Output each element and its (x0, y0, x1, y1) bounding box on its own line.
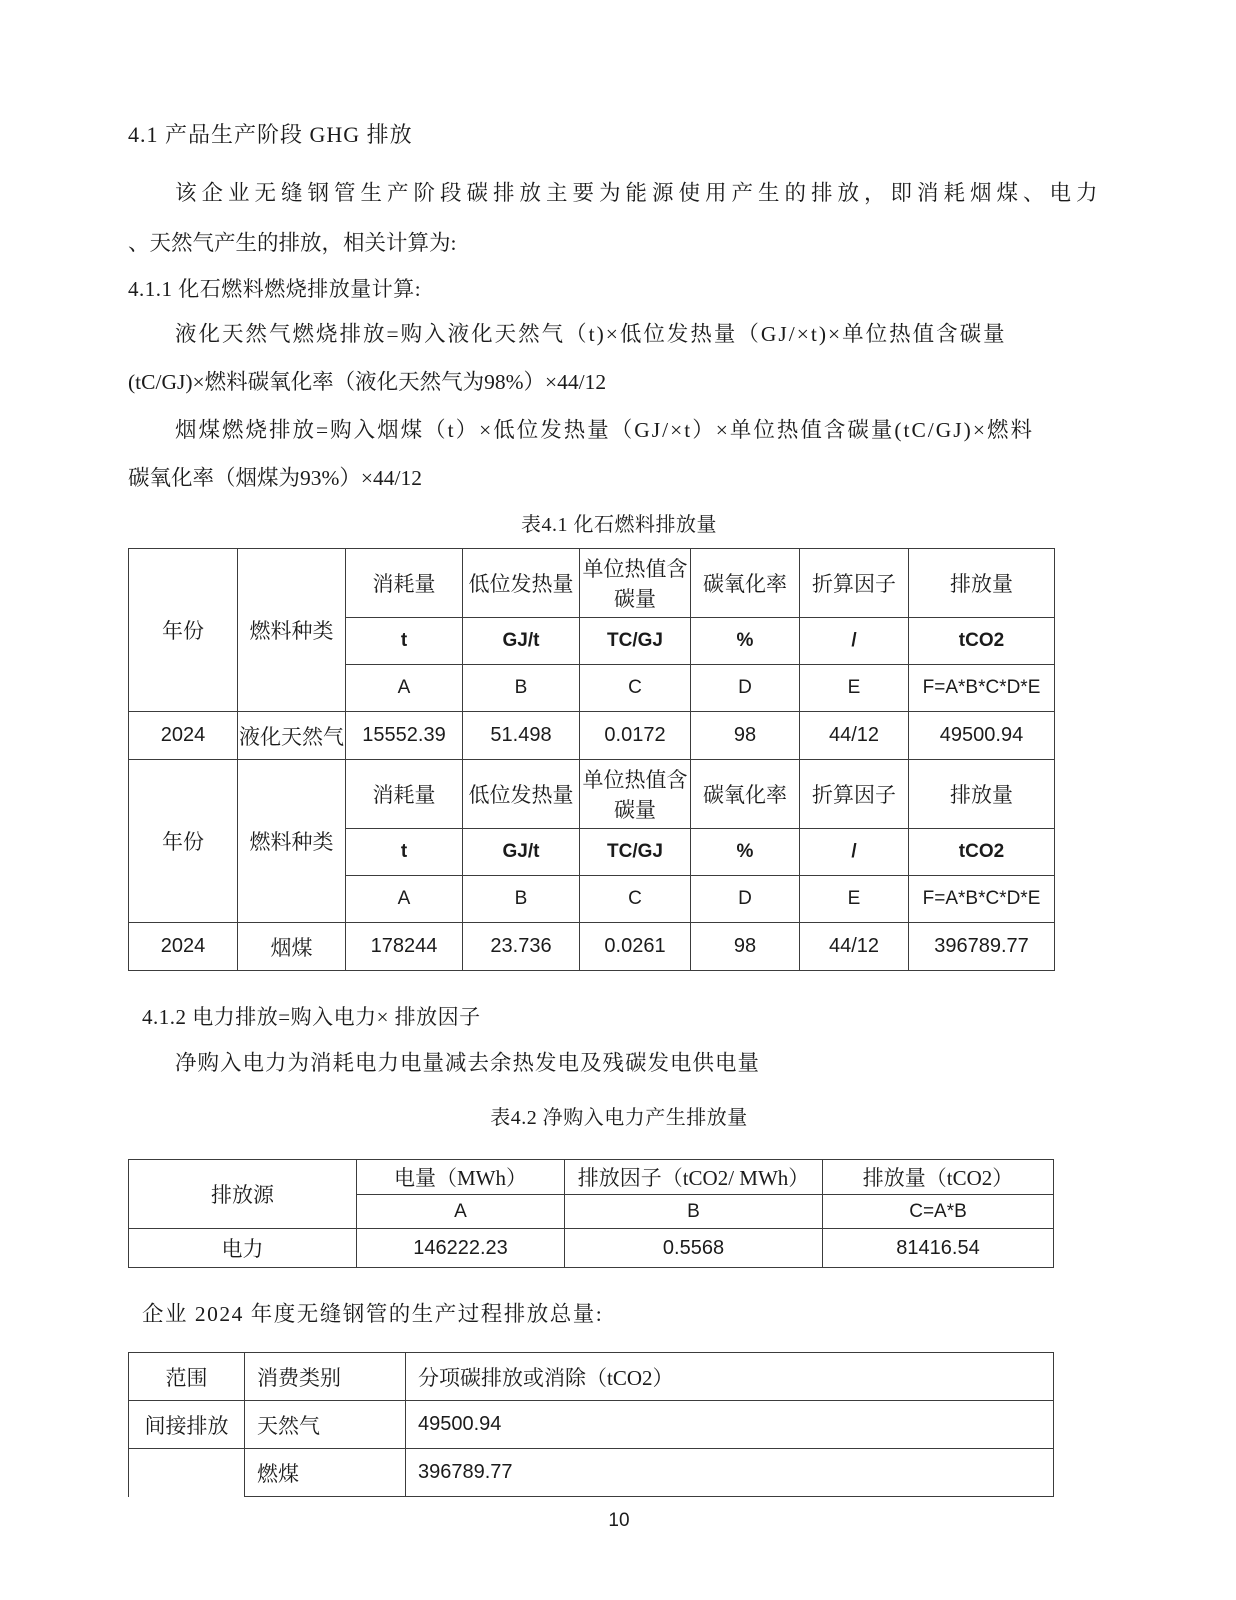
value-cell-factor: 44/12 (800, 923, 909, 971)
unit-cell: tCO2 (909, 829, 1055, 876)
header-cell-emissions: 排放量 (909, 760, 1055, 829)
unit-cell: GJ/t (463, 618, 580, 665)
unit-cell: tCO2 (909, 618, 1055, 665)
electricity-emissions-table (128, 1159, 1054, 1268)
letter-cell: A (346, 876, 463, 923)
letter-cell: E (800, 665, 909, 712)
year-label-cell: 年份 (129, 549, 238, 712)
category-cell: 燃煤 (245, 1449, 406, 1497)
value-cell-electricity: 146222.23 (357, 1229, 565, 1268)
unit-cell: GJ/t (463, 829, 580, 876)
year-cell: 2024 (129, 923, 238, 971)
header-cell-factor: 折算因子 (800, 760, 909, 829)
header-cell-oxidation-rate: 碳氧化率 (691, 760, 800, 829)
emission-source-label-cell: 排放源 (129, 1160, 357, 1229)
header-cell-consumption: 消耗量 (346, 549, 463, 618)
header-cell-carbon-content: 单位热值含碳量 (580, 549, 691, 618)
page-number: 10 (608, 1510, 630, 1531)
value-cell-carbon-content: 0.0261 (580, 923, 691, 971)
letter-cell: B (463, 665, 580, 712)
summary-emissions-table (128, 1352, 1054, 1497)
letter-cell: B (463, 876, 580, 923)
coal-formula (128, 406, 1110, 502)
value-cell-heating-value: 23.736 (463, 923, 580, 971)
header-cell-oxidation-rate: 碳氧化率 (691, 549, 800, 618)
header-cell-emission-factor: 排放因子（tCO2/ MWh） (565, 1160, 823, 1195)
header-cell-emissions: 排放量（tCO2） (823, 1160, 1054, 1195)
value-cell-carbon-content: 0.0172 (580, 712, 691, 760)
letter-cell: D (691, 665, 800, 712)
letter-cell: F=A*B*C*D*E (909, 665, 1055, 712)
header-cell-item-emissions: 分项碳排放或消除（tCO2） (406, 1353, 1054, 1401)
year-label-cell: 年份 (129, 760, 238, 923)
scope-cell (129, 1449, 245, 1497)
unit-cell: TC/GJ (580, 618, 691, 665)
unit-cell: / (800, 829, 909, 876)
paragraph-line-1: 该企业无缝钢管生产阶段碳排放主要为能源使用产生的排放，即消耗烟煤、电力 (175, 181, 1103, 205)
section-4-1-heading: 4.1 产品生产阶段 GHG 排放 (128, 122, 413, 147)
letter-cell: A (346, 665, 463, 712)
unit-cell: % (691, 829, 800, 876)
section-4-1-paragraph (128, 168, 1110, 268)
value-cell-heating-value: 51.498 (463, 712, 580, 760)
table-4-1-caption: 表4.1 化石燃料排放量 (521, 514, 717, 536)
section-4-1-2-heading: 4.1.2 电力排放=购入电力× 排放因子 (142, 1005, 481, 1029)
value-cell-consumption: 178244 (346, 923, 463, 971)
header-cell-heating-value: 低位发热量 (463, 760, 580, 829)
fuel-type-label-cell: 燃料种类 (238, 760, 346, 923)
fuel-cell: 烟煤 (238, 923, 346, 971)
section-4-1-1-heading: 4.1.1 化石燃料燃烧排放量计算: (128, 277, 422, 301)
unit-cell: TC/GJ (580, 829, 691, 876)
unit-cell: t (346, 618, 463, 665)
fuel-cell: 液化天然气 (238, 712, 346, 760)
value-cell-emission-factor: 0.5568 (565, 1229, 823, 1268)
summary-intro: 企业 2024 年度无缝钢管的生产过程排放总量: (142, 1302, 604, 1326)
value-cell-consumption: 15552.39 (346, 712, 463, 760)
letter-cell: E (800, 876, 909, 923)
lng-formula (128, 310, 1110, 406)
value-cell-oxidation-rate: 98 (691, 923, 800, 971)
value-cell: 396789.77 (406, 1449, 1054, 1497)
fossil-fuel-emissions-table (128, 548, 1055, 971)
section-4-1-2-paragraph: 净购入电力为消耗电力电量减去余热发电及残碳发电供电量 (175, 1051, 761, 1075)
fuel-type-label-cell: 燃料种类 (238, 549, 346, 712)
letter-cell: B (565, 1195, 823, 1229)
value-cell: 49500.94 (406, 1401, 1054, 1449)
header-cell-electricity: 电量（MWh） (357, 1160, 565, 1195)
value-cell-emissions: 49500.94 (909, 712, 1055, 760)
letter-cell: C (580, 665, 691, 712)
header-cell-consumption: 消耗量 (346, 760, 463, 829)
header-cell-scope: 范围 (129, 1353, 245, 1401)
table-4-2-caption: 表4.2 净购入电力产生排放量 (490, 1107, 748, 1129)
letter-cell: D (691, 876, 800, 923)
value-cell-emissions: 81416.54 (823, 1229, 1054, 1268)
unit-cell: % (691, 618, 800, 665)
header-cell-carbon-content: 单位热值含碳量 (580, 760, 691, 829)
header-cell-heating-value: 低位发热量 (463, 549, 580, 618)
value-cell-oxidation-rate: 98 (691, 712, 800, 760)
header-cell-emissions: 排放量 (909, 549, 1055, 618)
value-cell-emissions: 396789.77 (909, 923, 1055, 971)
source-cell: 电力 (129, 1229, 357, 1268)
letter-cell: C (580, 876, 691, 923)
header-cell-category: 消费类别 (245, 1353, 406, 1401)
value-cell-factor: 44/12 (800, 712, 909, 760)
unit-cell: / (800, 618, 909, 665)
letter-cell: A (357, 1195, 565, 1229)
letter-cell: C=A*B (823, 1195, 1054, 1229)
paragraph-line-2: 、天然气产生的排放，相关计算为: (128, 231, 457, 255)
category-cell: 天然气 (245, 1401, 406, 1449)
coal-formula-line-2: 碳氧化率（烟煤为93%）×44/12 (128, 466, 423, 490)
letter-cell: F=A*B*C*D*E (909, 876, 1055, 923)
scope-cell: 间接排放 (129, 1401, 245, 1449)
unit-cell: t (346, 829, 463, 876)
header-cell-factor: 折算因子 (800, 549, 909, 618)
year-cell: 2024 (129, 712, 238, 760)
lng-formula-line-2: (tC/GJ)×燃料碳氧化率（液化天然气为98%）×44/12 (128, 370, 607, 394)
coal-formula-line-1: 烟煤燃烧排放=购入烟煤（t）×低位发热量（GJ/×t）×单位热值含碳量(tC/GJ)×燃料 (175, 418, 1034, 442)
lng-formula-line-1: 液化天然气燃烧排放=购入液化天然气（t)×低位发热量（GJ/×t)×单位热值含碳量 (175, 322, 1007, 346)
